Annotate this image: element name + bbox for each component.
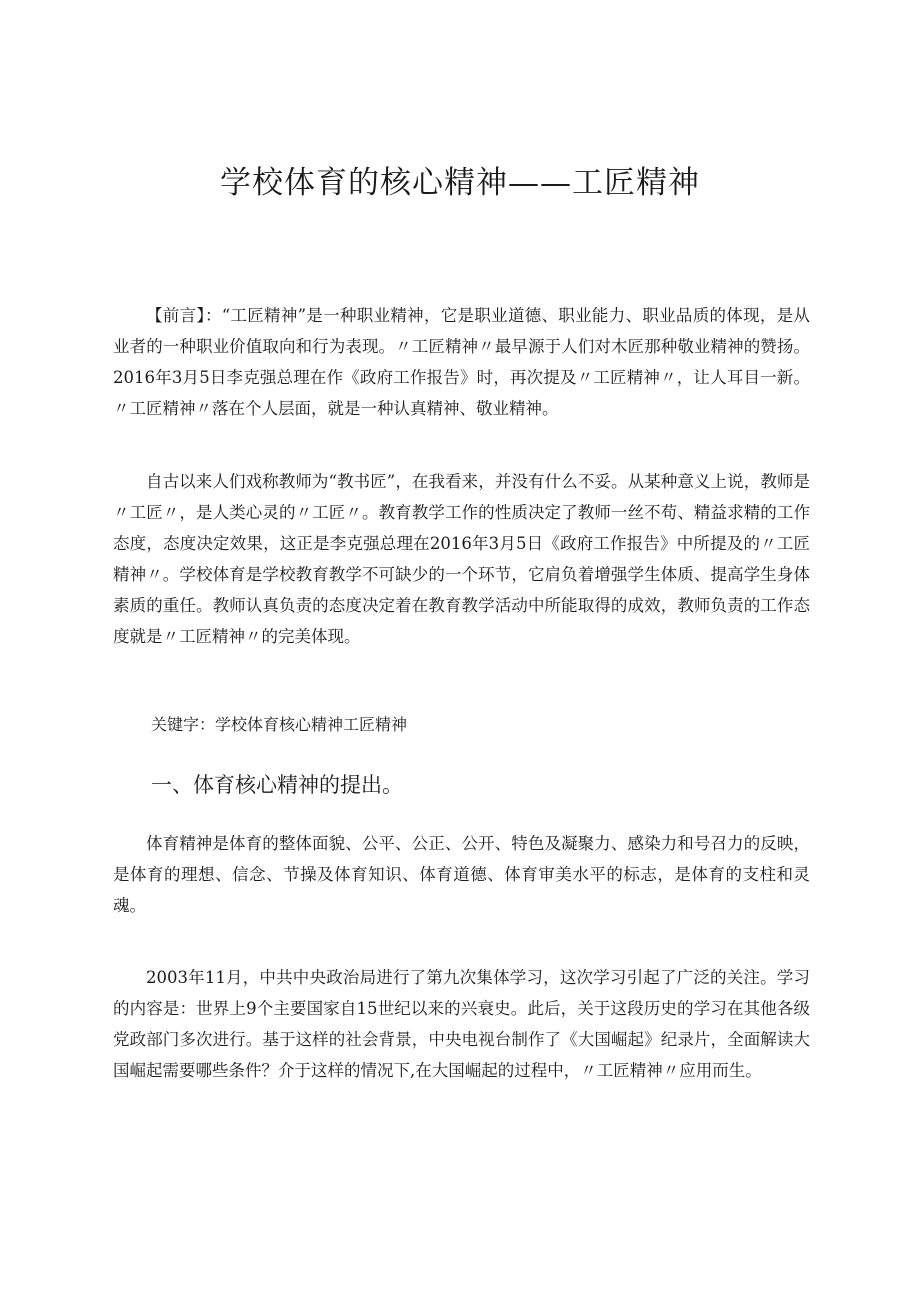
preface-text: ：“工匠精神”是一种职业精神，它是职业道德、职业能力、职业品质的体现，是从业者的一种职业价值取向和行为表现。〃工匠精神〃最早源于人们对木匠那种敬业精神的赞扬。2016年3月5日李克强总理在作《政府工作报告》时，再次提及〃工匠精神〃，让人耳目一新。〃工匠精神〃落在个人层面，就是一种认真精神、敬业精神。 — [113, 306, 810, 418]
document-title: 学校体育的核心精神——工匠精神 — [220, 165, 700, 201]
body-paragraph-sports-spirit: 体育精神是体育的整体面貌、公平、公正、公开、特色及凝聚力、感染力和号召力的反映，是体育的理想、信念、节操及体育知识、体育道德、体育审美水平的标志，是体育的支柱和灵魂。 — [113, 834, 810, 915]
section-heading-1: 一、体育核心精神的提出。 — [151, 773, 403, 797]
preface-paragraph — [113, 300, 810, 424]
keywords-line: 关键字：学校体育核心精神工匠精神 — [151, 715, 408, 734]
preface-label: 【前言】 — [146, 306, 205, 325]
body-paragraph-teacher-craftsman: 自古以来人们戏称教师为“教书匠”，在我看来，并没有什么不妥。从某种意义上说，教师是〃工匠〃，是人类心灵的〃工匠〃。教育教学工作的性质决定了教师一丝不苟、精益求精的工作态度，态度决定效果，这正是李克强总理在2016年3月5日《政府工作报告》中所提及的〃工匠精神〃。学校体育是学校教育教学不可缺少的一个环节，它肩负着增强学生体质、提高学生身体素质的重任。教师认真负责的态度决定着在教育教学活动中所能取得的成效，教师负责的工作态度就是〃工匠精神〃的完美体现。 — [113, 472, 810, 646]
body-paragraph-rise-of-great-powers: 2003年11月，中共中央政治局进行了第九次集体学习，这次学习引起了广泛的关注。学习的内容是：世界上9个主要国家自15世纪以来的兴衰史。此后，关于这段历史的学习在其他各级党政部门多次进行。基于这样的社会背景，中央电视台制作了《大国崛起》纪录片，全面解读大国崛起需要哪些条件？介于这样的情况下,在大国崛起的过程中，〃工匠精神〃应用而生。 — [113, 968, 810, 1080]
